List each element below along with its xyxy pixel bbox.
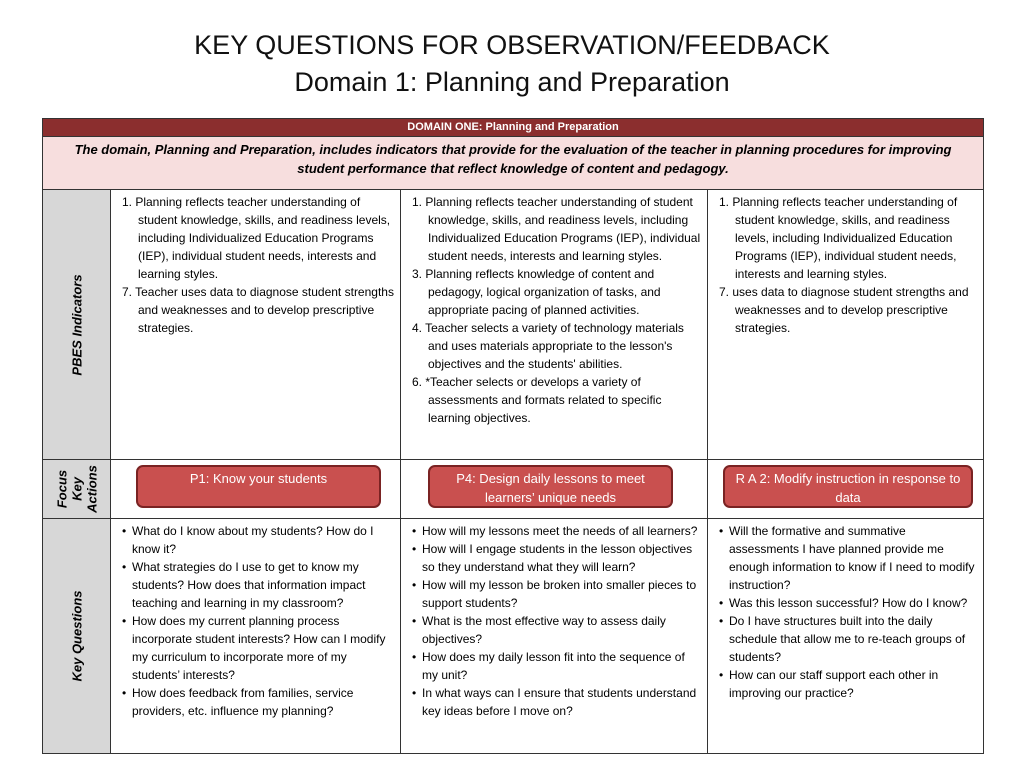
indicator-item: 1. Planning reflects teacher understanding of student knowledge, skills, and readiness levels, including Individualized Education Programs (IEP), individual student needs, interests and learning styles. xyxy=(719,195,958,281)
indicator-item: 4. Teacher selects a variety of technology materials and uses materials appropriate to the lesson's objectives and the students' abilities. xyxy=(412,321,684,371)
focus-label xyxy=(54,465,99,513)
focus-label-line-3: Actions xyxy=(84,465,99,513)
focus-cell-1 xyxy=(111,460,401,519)
question-item: • Do I have structures built into the daily schedule that allow me to re-teach groups of students? xyxy=(714,612,977,666)
action-button-p1[interactable]: P1: Know your students xyxy=(136,465,381,508)
row-label-focus xyxy=(43,460,111,519)
question-item: • How will I engage students in the lesson objectives so they understand what they will learn? xyxy=(407,540,701,576)
focus-cell-3 xyxy=(708,460,984,519)
question-item: • What is the most effective way to assess daily objectives? xyxy=(407,612,701,648)
question-item: • How does my daily lesson fit into the sequence of my unit? xyxy=(407,648,701,684)
focus-label-line-2: Key xyxy=(69,477,84,501)
question-item: • Was this lesson successful? How do I know? xyxy=(714,594,977,612)
indicators-cell-2 xyxy=(401,190,708,460)
title-line-2: Domain 1: Planning and Preparation xyxy=(294,67,730,97)
domain-header: DOMAIN ONE: Planning and Preparation xyxy=(43,119,984,137)
questions-label: Key Questions xyxy=(69,590,84,682)
row-label-questions xyxy=(43,519,111,754)
indicator-item: 1. Planning reflects teacher understanding of student knowledge, skills, and readiness levels, including Individualized Education Programs (IEP), individual student needs, interests and learning styles. xyxy=(412,195,701,263)
indicator-item: 1. Planning reflects teacher understanding of student knowledge, skills, and readiness levels, including Individualized Education Programs (IEP), individual student needs, interests and learning styles. xyxy=(122,195,391,281)
indicators-cell-3 xyxy=(708,190,984,460)
title-line-1: KEY QUESTIONS FOR OBSERVATION/FEEDBACK xyxy=(194,30,830,60)
questions-cell-1 xyxy=(111,519,401,754)
indicator-item: 7. Teacher uses data to diagnose student strengths and weaknesses and to develop prescriptive strategies. xyxy=(122,285,394,335)
domain-table xyxy=(42,118,984,754)
question-item: • How does my current planning process incorporate student interests? How can I modify my curriculum to incorporate more of my students’ interests? xyxy=(117,612,394,684)
focus-cell-2 xyxy=(401,460,708,519)
questions-cell-3 xyxy=(708,519,984,754)
action-button-p4[interactable]: P4: Design daily lessons to meet learners’ unique needs xyxy=(428,465,673,508)
focus-label-line-1: Focus xyxy=(54,469,69,509)
question-item: • Will the formative and summative assessments I have planned provide me enough information to know if I need to modify instruction? xyxy=(714,522,977,594)
indicator-item: 6. *Teacher selects or develops a variety of assessments and formats related to specific learning objectives. xyxy=(412,375,662,425)
row-label-indicators xyxy=(43,190,111,460)
question-item: • What strategies do I use to get to know my students? How does that information impact teaching and learning in my classroom? xyxy=(117,558,394,612)
indicators-label: PBES Indicators xyxy=(69,273,84,376)
question-item: • How will my lesson be broken into smaller pieces to support students? xyxy=(407,576,701,612)
question-item: • How can our staff support each other in improving our practice? xyxy=(714,666,977,702)
question-item: • What do I know about my students? How do I know it? xyxy=(117,522,394,558)
action-button-ra2[interactable]: R A 2: Modify instruction in response to data xyxy=(723,465,973,508)
indicator-item: 7. uses data to diagnose student strengths and weaknesses and to develop prescriptive strategies. xyxy=(719,285,969,335)
domain-intro: The domain, Planning and Preparation, includes indicators that provide for the evaluation of the teacher in planning procedures for improving student performance that reflect knowledge of content and pedagogy. xyxy=(43,137,984,190)
question-item: • How will my lessons meet the needs of all learners? xyxy=(407,522,701,540)
slide-title xyxy=(0,27,1024,101)
questions-cell-2 xyxy=(401,519,708,754)
question-item: • In what ways can I ensure that students understand key ideas before I move on? xyxy=(407,684,701,720)
question-item: • How does feedback from families, service providers, etc. influence my planning? xyxy=(117,684,394,720)
indicator-item: 3. Planning reflects knowledge of content and pedagogy, logical organization of tasks, and appropriate pacing of planned activities. xyxy=(412,267,661,317)
indicators-cell-1 xyxy=(111,190,401,460)
